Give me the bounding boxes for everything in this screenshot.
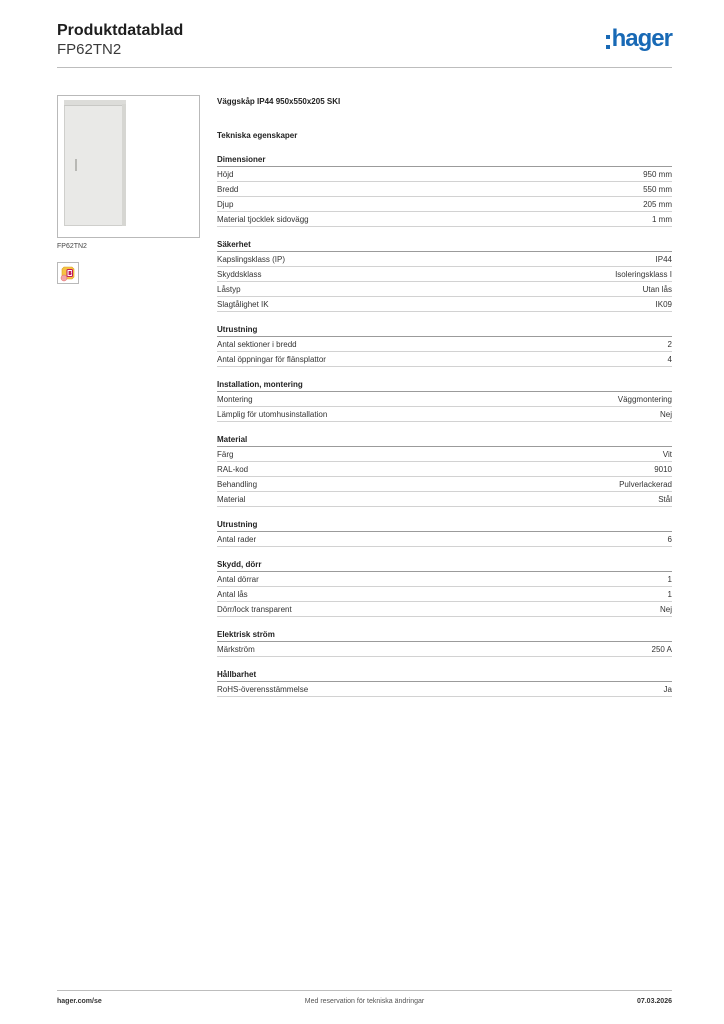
spec-label: Dörr/lock transparent bbox=[217, 604, 292, 614]
spec-row bbox=[217, 197, 672, 212]
spec-row bbox=[217, 282, 672, 297]
spec-label: Behandling bbox=[217, 479, 258, 489]
spec-label: Bredd bbox=[217, 184, 239, 194]
spec-value: 4 bbox=[667, 354, 672, 364]
footer-note: Med reservation för tekniska ändringar bbox=[304, 998, 425, 1005]
spec-value: IP44 bbox=[655, 254, 672, 264]
spec-row bbox=[217, 392, 672, 407]
spec-value: Stål bbox=[658, 494, 672, 504]
section-heading: Hållbarhet bbox=[217, 669, 672, 682]
spec-section bbox=[217, 559, 672, 617]
spec-row bbox=[217, 297, 672, 312]
spec-label: Låstyp bbox=[217, 284, 241, 294]
spec-section bbox=[217, 154, 672, 227]
spec-value: Nej bbox=[659, 409, 672, 419]
spec-label: Djup bbox=[217, 199, 234, 209]
spec-row bbox=[217, 447, 672, 462]
product-image-caption: FP62TN2 bbox=[57, 243, 87, 250]
hager-logo bbox=[606, 26, 672, 52]
spec-label: Antal lås bbox=[217, 589, 248, 599]
spec-value: Utan lås bbox=[642, 284, 672, 294]
spec-value: 1 bbox=[667, 574, 672, 584]
header-divider bbox=[57, 67, 672, 68]
spec-value: Isoleringsklass I bbox=[615, 269, 672, 279]
section-heading: Installation, montering bbox=[217, 379, 672, 392]
spec-row bbox=[217, 532, 672, 547]
spec-row bbox=[217, 182, 672, 197]
spec-label: Antal öppningar för flänsplattor bbox=[217, 354, 326, 364]
spec-label: Antal dörrar bbox=[217, 574, 259, 584]
spec-value: Pulverlackerad bbox=[619, 479, 672, 489]
logo-text: hager bbox=[611, 25, 672, 52]
spec-row bbox=[217, 642, 672, 657]
spec-label: Höjd bbox=[217, 169, 234, 179]
spec-label: Märkström bbox=[217, 644, 255, 654]
spec-value: Vit bbox=[662, 449, 672, 459]
page-header bbox=[57, 20, 672, 68]
spec-row bbox=[217, 572, 672, 587]
spec-section bbox=[217, 324, 672, 367]
spec-row bbox=[217, 352, 672, 367]
spec-label: Färg bbox=[217, 449, 234, 459]
spec-row bbox=[217, 602, 672, 617]
spec-value: 1 mm bbox=[652, 214, 672, 224]
spec-section bbox=[217, 379, 672, 422]
spec-row bbox=[217, 477, 672, 492]
spec-value: 2 bbox=[667, 339, 672, 349]
section-heading: Elektrisk ström bbox=[217, 629, 672, 642]
spec-label: Antal rader bbox=[217, 534, 257, 544]
spec-value: Väggmontering bbox=[617, 394, 672, 404]
product-details bbox=[217, 96, 672, 697]
spec-section bbox=[217, 629, 672, 657]
spec-row bbox=[217, 407, 672, 422]
spec-row bbox=[217, 492, 672, 507]
spec-label: Material tjocklek sidovägg bbox=[217, 214, 309, 224]
spec-label: Slagtålighet IK bbox=[217, 299, 269, 309]
product-name: Väggskåp IP44 950x550x205 SKI bbox=[217, 97, 341, 106]
spec-value: 550 mm bbox=[643, 184, 672, 194]
spec-label: Antal sektioner i bredd bbox=[217, 339, 297, 349]
spec-row bbox=[217, 267, 672, 282]
product-image bbox=[57, 95, 200, 238]
section-heading: Säkerhet bbox=[217, 239, 672, 252]
spec-value: Ja bbox=[663, 684, 672, 694]
spec-value: 250 A bbox=[651, 644, 672, 654]
spec-section bbox=[217, 434, 672, 507]
spec-label: RoHS-överensstämmelse bbox=[217, 684, 309, 694]
spec-label: Lämplig för utomhusinstallation bbox=[217, 409, 328, 419]
spec-value: 205 mm bbox=[643, 199, 672, 209]
spec-row bbox=[217, 167, 672, 182]
spec-section bbox=[217, 239, 672, 312]
spec-value: Nej bbox=[659, 604, 672, 614]
footer-url[interactable]: hager.com/se bbox=[57, 998, 102, 1005]
spec-row bbox=[217, 462, 672, 477]
spec-row bbox=[217, 587, 672, 602]
spec-row bbox=[217, 212, 672, 227]
section-heading: Utrustning bbox=[217, 324, 672, 337]
product-label-icon[interactable] bbox=[57, 262, 79, 284]
spec-row bbox=[217, 682, 672, 697]
spec-section bbox=[217, 519, 672, 547]
cabinet-icon bbox=[64, 100, 126, 226]
spec-label: Montering bbox=[217, 394, 253, 404]
logo-dots-icon bbox=[606, 35, 610, 49]
product-code: FP62TN2 bbox=[57, 41, 122, 58]
spec-section bbox=[217, 669, 672, 697]
spec-value: IK09 bbox=[655, 299, 672, 309]
footer-date: 07.03.2026 bbox=[636, 998, 672, 1005]
spec-value: 9010 bbox=[654, 464, 672, 474]
section-heading: Dimensioner bbox=[217, 154, 672, 167]
spec-row bbox=[217, 337, 672, 352]
section-heading: Skydd, dörr bbox=[217, 559, 672, 572]
spec-value: 950 mm bbox=[643, 169, 672, 179]
spec-row bbox=[217, 252, 672, 267]
spec-label: Skyddsklass bbox=[217, 269, 262, 279]
spec-label: Kapslingsklass (IP) bbox=[217, 254, 286, 264]
section-heading: Material bbox=[217, 434, 672, 447]
page-footer bbox=[57, 998, 672, 1010]
spec-value: 1 bbox=[667, 589, 672, 599]
spec-sections bbox=[217, 154, 672, 697]
section-heading: Utrustning bbox=[217, 519, 672, 532]
spec-label: RAL-kod bbox=[217, 464, 249, 474]
footer-divider bbox=[57, 990, 672, 991]
spec-label: Material bbox=[217, 494, 246, 504]
specs-title: Tekniska egenskaper bbox=[217, 131, 298, 140]
spec-value: 6 bbox=[667, 534, 672, 544]
document-title: Produktdatablad bbox=[57, 22, 184, 39]
